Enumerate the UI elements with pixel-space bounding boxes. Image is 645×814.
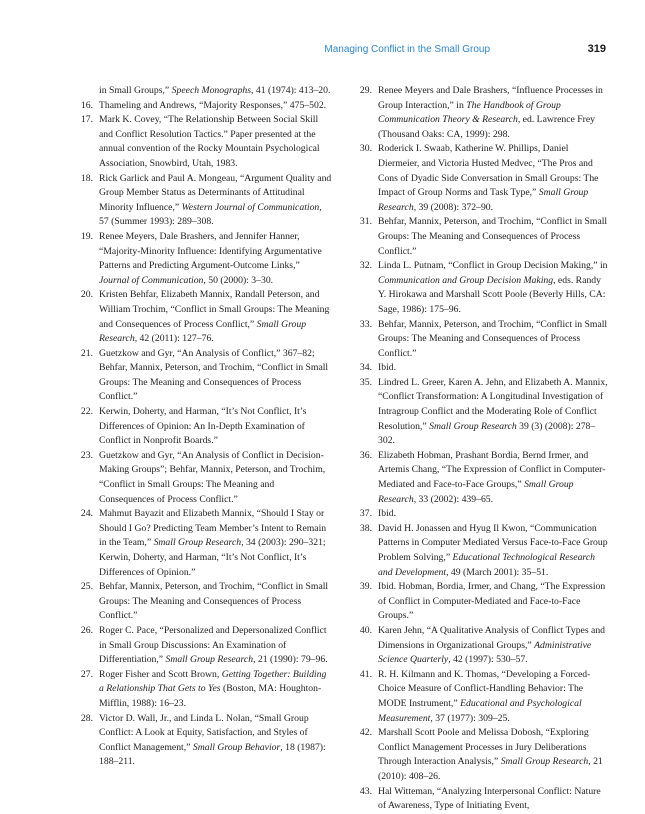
endnote-number: 39.	[359, 581, 372, 593]
endnote-item	[72, 624, 332, 668]
endnote-item	[351, 84, 611, 142]
endnote-body	[99, 348, 328, 403]
continued-note	[72, 84, 332, 99]
endnote-body	[378, 508, 396, 519]
note-text: Kerwin, Doherty, and Harman, “It’s Not Conflict, It’s Differences of Opinion: An In-Depth Examination of Conflict in Nonprofit Boards.”	[99, 406, 307, 447]
note-text: Roger Fisher and Scott Brown,	[99, 668, 222, 680]
endnote-item	[72, 449, 332, 507]
endnote-number: 19.	[80, 230, 93, 242]
endnote-body	[378, 143, 598, 212]
endnote-number: 21.	[80, 347, 93, 359]
note-italic-title: Small Group Research	[99, 318, 307, 345]
endnote-body	[99, 713, 326, 768]
note-text: Ibid.	[378, 508, 397, 520]
endnote-body	[99, 450, 325, 505]
endnote-number: 37.	[359, 508, 372, 520]
endnote-number: 22.	[80, 406, 93, 418]
endnote-body	[378, 450, 605, 505]
endnote-item	[72, 99, 332, 114]
note-text: Behfar, Mannix, Peterson, and Trochim, “Conflict in Small Groups: The Meaning and Consequences of Process Conflict.”	[378, 318, 608, 359]
endnote-number: 17.	[80, 114, 93, 126]
note-italic-title: Journal of Communication	[99, 274, 204, 286]
endnote-item	[72, 668, 332, 712]
note-text: Mark K. Covey, “The Relationship Between Social Skill and Conflict Resolution Tactics.” Paper presented at the annual convention of the Rocky Mountain Psychological Association, Snowbird, Utah, 1983.	[99, 114, 320, 169]
endnote-number: 20.	[80, 289, 93, 301]
note-text: , eds. Randy Y. Hirokawa and Marshall Scott Poole (Beverly Hills, CA: Sage, 1986): 175–96.	[378, 274, 606, 315]
note-text: Renee Meyers and Dale Brashers, “Influence Processes in Group Interaction,” in	[378, 85, 603, 111]
note-text: Roderick I. Swaab, Katherine W. Phillips, Daniel Diermeier, and Victoria Husted Medvec, “The Pros and Cons of Dyadic Side Conversation in Small Groups: The Impact of Group Norms and Task Type,”	[378, 143, 599, 199]
endnote-body	[378, 85, 603, 140]
note-italic-title: Educational and Psychological Measurement	[378, 697, 582, 724]
endnote-item	[351, 318, 611, 362]
note-italic-title: The Handbook of Group Communication Theory & Research	[378, 99, 561, 126]
note-text: , 21 (1990): 79–96.	[253, 654, 328, 666]
endnote-item	[351, 142, 611, 215]
endnote-item	[72, 230, 332, 288]
note-text: Mahmut Bayazit and Elizabeth Mannix, “Should I Stay or Should I Go? Predicting Team Member’s Intent to Remain in the Team,”	[99, 508, 327, 549]
note-text: , 50 (2000): 3–30.	[203, 274, 274, 286]
note-text: Behfar, Mannix, Peterson, and Trochim, “Conflict in Small Groups: The Meaning and Consequences of Process Conflict.”	[99, 581, 329, 622]
note-text: 39 (3) (2008): 278–302.	[378, 420, 596, 447]
endnote-item	[72, 405, 332, 449]
note-italic-title: Small Group Research	[378, 479, 574, 505]
note-text: (Boston, MA: Houghton-Mifflin, 1988): 16–23.	[99, 683, 322, 709]
endnote-body	[99, 581, 328, 621]
note-text: Behfar, Mannix, Peterson, and Trochim, “Conflict in Small Groups: The Meaning and Consequences of Process Conflict.”	[378, 216, 608, 257]
note-text: Renee Meyers, Dale Brashers, and Jennifer Hanner, “Majority-Minority Influence: Identifying Argumentative Patterns and Predicting Argument-Outcome Links,”	[99, 230, 322, 272]
endnote-body	[378, 216, 607, 256]
endnote-body	[99, 173, 331, 228]
note-text: , 39 (2008): 372–90.	[413, 201, 494, 213]
endnote-item	[351, 726, 611, 784]
endnote-number: 16.	[80, 99, 93, 111]
note-text: Ibid.	[378, 362, 397, 374]
note-text: , 49 (March 2001): 35–51.	[446, 566, 549, 578]
note-text: Ibid. Hobman, Bordia, Irmer, and Chang, “The Expression of Conflict in Computer-Mediated and Face-to-Face Groups.”	[378, 581, 606, 622]
endnote-body	[99, 114, 320, 169]
endnote-number: 26.	[80, 624, 93, 636]
endnote-number: 29.	[359, 85, 372, 96]
endnote-number: 36.	[359, 449, 372, 461]
endnote-item	[72, 347, 332, 405]
note-italic-title: Small Group Research	[153, 537, 242, 549]
endnote-body	[378, 362, 396, 373]
endnote-number: 43.	[359, 785, 372, 797]
note-text: Elizabeth Hobman, Prashant Bordia, Bernd Irmer, and Artemis Chang, “The Expression of Conflict in Computer-Mediated and Face-to-Face Groups,”	[378, 449, 606, 491]
endnote-number: 33.	[359, 318, 372, 330]
note-italic-title: Educational Technological Research and Development	[378, 552, 595, 578]
note-italic-title: Communication and Group Decision Making	[378, 274, 554, 286]
note-italic-title: Western Journal of Communication	[181, 201, 320, 213]
endnotes-left-column	[72, 84, 332, 770]
note-text: David H. Jonassen and Hyug Il Kwon, “Communication Patterns in Computer Mediated Versus Face-to-Face Group Problem Solving,”	[378, 522, 608, 563]
note-text: Roger C. Pace, “Personalized and Depersonalized Conflict in Small Group Discussions: An Examination of Differentiation,”	[99, 624, 327, 666]
note-text: , 57 (Summer 1993): 289–308.	[99, 201, 322, 228]
note-text: , 42 (2011): 127–76.	[134, 333, 214, 345]
note-text: Hal Witteman, “Analyzing Interpersonal Conflict: Nature of Awareness, Type of Initiating Event,	[378, 785, 601, 812]
note-italic-title: Getting Together: Building a Relationship That Gets to Yes	[99, 668, 327, 695]
endnote-number: 23.	[80, 449, 93, 461]
endnote-item	[351, 580, 611, 624]
endnote-item	[351, 376, 611, 449]
note-italic-title: Speech Monographs	[171, 85, 252, 96]
note-text: , 37 (1977): 309–25.	[430, 712, 510, 724]
note-text: Marshall Scott Poole and Melissa Dobosh, “Exploring Conflict Management Processes in Jury Deliberations Through Interaction Analysis,”	[378, 727, 589, 768]
endnote-item	[351, 259, 611, 317]
endnote-body	[378, 669, 590, 724]
page-number: 319	[587, 43, 606, 55]
endnote-number: 18.	[80, 172, 93, 184]
endnote-number: 32.	[359, 260, 372, 272]
endnote-number: 41.	[359, 668, 372, 680]
note-text: Rick Garlick and Paul A. Mongeau, “Argument Quality and Group Member Status as Determinants of Attitudinal Minority Influence,”	[99, 172, 332, 213]
endnote-item	[72, 288, 332, 346]
endnote-item	[351, 522, 611, 580]
endnote-body	[99, 100, 326, 111]
endnote-item	[351, 449, 611, 507]
endnote-body	[99, 289, 329, 344]
note-italic-title: Small Group Behavior	[192, 741, 281, 753]
endnote-number: 42.	[359, 727, 372, 739]
endnote-item	[351, 361, 611, 376]
endnote-body	[378, 377, 608, 446]
note-text: Thameling and Andrews, “Majority Responses,” 475–502.	[99, 99, 327, 111]
endnote-number: 25.	[80, 581, 93, 593]
note-text: , 34 (2003): 290–321; Kerwin, Doherty, and Harman, “It’s Not Conflict, It’s Differences of Opinion.”	[99, 537, 326, 578]
note-text: , 18 (1987): 188–211.	[99, 741, 326, 768]
endnotes-right-column	[351, 84, 611, 814]
endnote-number: 40.	[359, 624, 372, 636]
endnote-body	[99, 669, 326, 709]
note-text: Guetzkow and Gyr, “An Analysis of Conflict,” 367–82; Behfar, Mannix, Peterson, and Trochim, “Conflict in Small Groups: The Meaning and Consequences of Process Conflict.”	[99, 347, 329, 403]
endnote-body	[99, 508, 326, 577]
note-italic-title: Small Group Research	[165, 654, 254, 666]
endnote-number: 24.	[80, 508, 93, 520]
note-italic-title: Small Group Research	[429, 420, 517, 432]
running-head: Managing Conflict in the Small Group	[324, 44, 490, 55]
note-text: R. H. Kilmann and K. Thomas, “Developing a Forced-Choice Measure of Conflict-Handling Behavior: The MODE Instrument,”	[378, 668, 591, 709]
endnote-item	[351, 624, 611, 668]
endnote-number: 30.	[359, 143, 372, 155]
endnote-item	[72, 113, 332, 171]
endnote-item	[351, 785, 611, 814]
note-text: , 42 (1997): 530–57.	[448, 654, 528, 666]
endnote-body	[378, 625, 605, 665]
note-text: , 21 (2010): 408–26.	[378, 756, 603, 782]
note-text: Victor D. Wall, Jr., and Linda L. Nolan, “Small Group Conflict: A Look at Equity, Satisfaction, and Styles of Conflict Management,”	[99, 712, 309, 753]
endnote-item	[72, 507, 332, 580]
note-text: Lindred L. Greer, Karen A. Jehn, and Elizabeth A. Mannix, “Conflict Transformation: A Longitudinal Investigation of Intragroup Conflict and the Moderating Role of Conflict Resolution,”	[378, 376, 608, 432]
endnote-number: 38.	[359, 522, 372, 534]
endnote-item	[351, 507, 611, 522]
endnote-number: 28.	[80, 712, 93, 724]
endnote-body	[99, 231, 322, 286]
endnote-body	[378, 319, 607, 359]
note-text: in Small Groups,”	[99, 85, 172, 96]
endnote-item	[72, 712, 332, 770]
right-notes-list	[351, 84, 611, 814]
endnote-number: 27.	[80, 668, 93, 680]
endnote-item	[72, 580, 332, 624]
endnote-number: 34.	[359, 362, 372, 374]
note-text: Karen Jehn, “A Qualitative Analysis of Conflict Types and Dimensions in Organizational Groups,”	[378, 624, 606, 651]
note-italic-title: Small Group Research	[378, 187, 589, 213]
endnote-body	[378, 727, 603, 782]
endnote-body	[99, 625, 328, 665]
note-italic-title: Administrative Science Quarterly	[378, 639, 592, 666]
endnote-body	[99, 406, 306, 446]
endnote-body	[378, 581, 605, 621]
endnote-item	[351, 215, 611, 259]
left-notes-list	[72, 99, 332, 770]
note-text: Kristen Behfar, Elizabeth Mannix, Randall Peterson, and William Trochim, “Conflict in Small Groups: The Meaning and Consequences of Process Conflict,”	[99, 289, 330, 330]
endnote-body	[378, 786, 601, 812]
endnote-body	[378, 523, 608, 578]
note-text: Linda L. Putnam, “Conflict in Group Decision Making,” in	[378, 260, 608, 272]
endnote-item	[72, 172, 332, 230]
note-text: , 41 (1974): 413–20.	[251, 85, 331, 96]
note-text: , ed. Lawrence Frey (Thousand Oaks: CA, 1999): 298.	[378, 114, 596, 140]
note-text: , 33 (2002): 439–65.	[413, 493, 494, 505]
endnote-body	[378, 260, 608, 315]
endnote-number: 31.	[359, 216, 372, 228]
endnote-item	[351, 668, 611, 726]
note-italic-title: Small Group Research	[500, 756, 589, 768]
endnote-number: 35.	[359, 376, 372, 388]
note-text: Guetzkow and Gyr, “An Analysis of Conflict in Decision-Making Groups”; Behfar, Mannix, Peterson, and Trochim, “Conflict in Small Groups: The Meaning and Consequences of Process Conflict.”	[99, 449, 326, 505]
